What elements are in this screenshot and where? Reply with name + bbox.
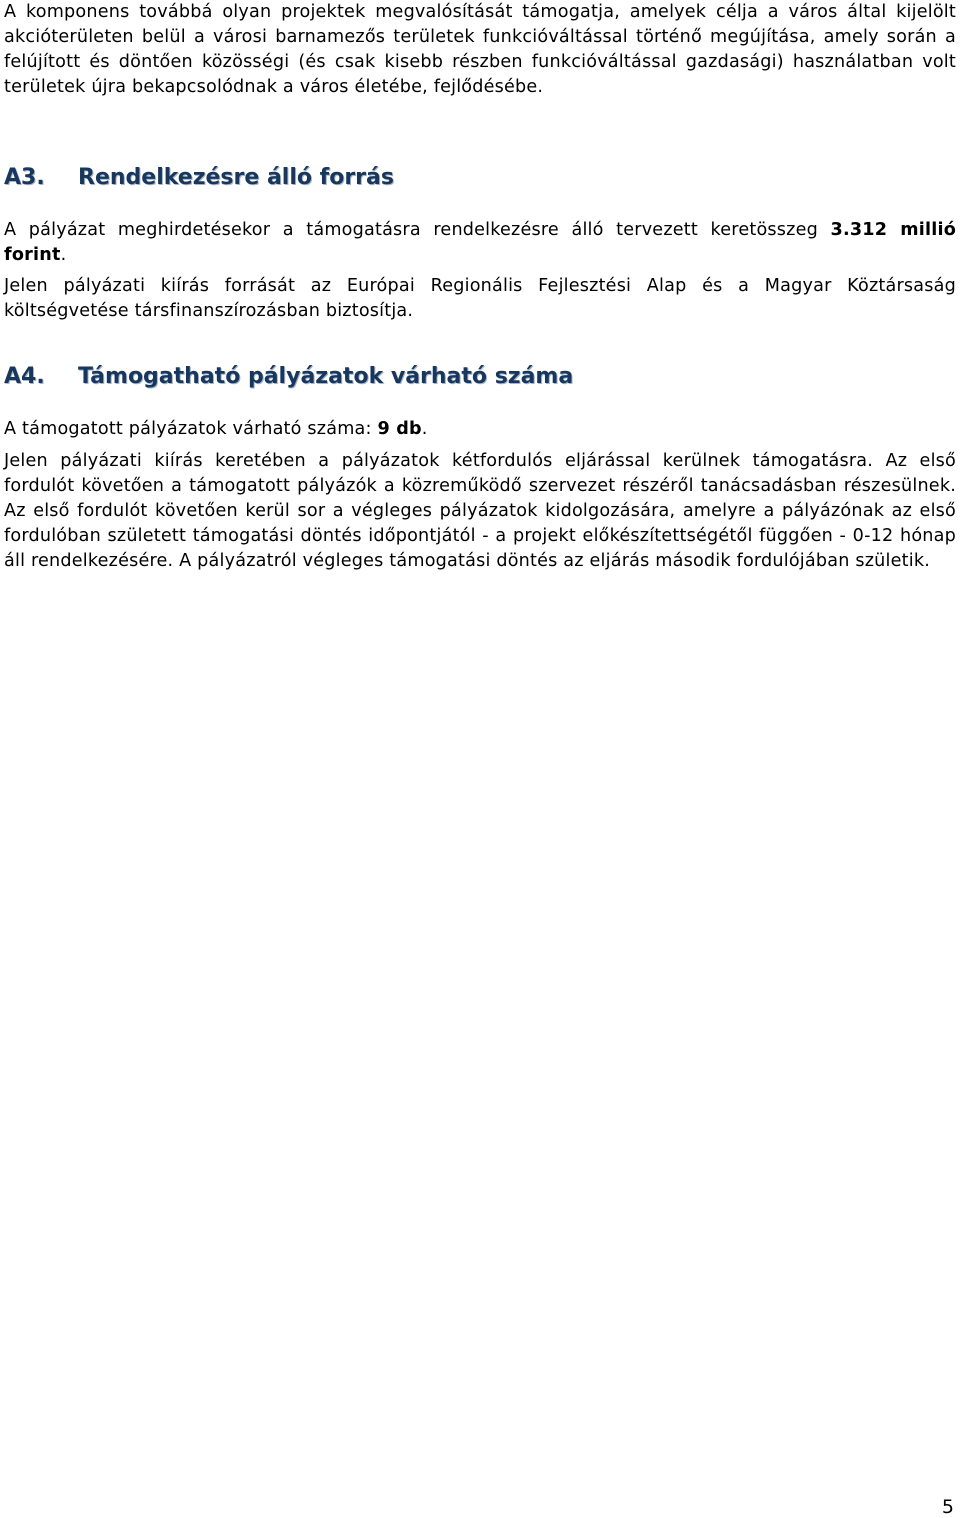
section-a4-procedure-paragraph: Jelen pályázati kiírás keretében a pályázatok kétfordulós eljárással kerülnek támogatásra. Az első fordulót követően a támogatott pályázók a közreműködő szervezet részéről tanácsadásban részesülnek. Az első fordulót követően kerül sor a végleges pályázatok kidolgozására, amelyre a pályázónak az első fordulóban született támogatási döntés időpontjától - a projekt előkészítettségétől függően - 0-12 hónap áll rendelkezésére. A pályázatról végleges támogatási döntés az eljárás második fordulójában születik. bbox=[4, 451, 956, 571]
section-a3-funding-paragraph: Jelen pályázati kiírás forrását az Európai Regionális Fejlesztési Alap és a Magyar Köztársaság költségvetése társfinanszírozásban biztosítja. bbox=[4, 276, 956, 321]
section-a4-title: Támogatható pályázatok várható száma bbox=[78, 364, 574, 389]
section-a3-budget-tail: . bbox=[60, 245, 67, 265]
section-a4-count-tail: . bbox=[421, 419, 428, 439]
intro-paragraph: A komponens továbbá olyan projektek megvalósítását támogatja, amelyek célja a város által kijelölt akcióterületen belül a városi barnamezős területek funkcióváltással történő megújítása, amely során a felújított és döntően közösségi (és csak kisebb részben funkcióváltással gazdasági) használatban volt területek újra bekapcsolódnak a város életébe, fejlődésébe. bbox=[4, 2, 956, 97]
section-a3-title: Rendelkezésre álló forrás bbox=[78, 165, 394, 190]
section-a4-count-paragraph bbox=[4, 417, 956, 442]
section-a3-heading bbox=[4, 164, 394, 192]
section-a3-budget-amount: 3.312 millió forint bbox=[4, 220, 956, 265]
section-a4-heading bbox=[4, 363, 573, 391]
section-a3-number: A3. bbox=[4, 165, 45, 190]
section-a4-count-lead: A támogatott pályázatok várható száma: bbox=[4, 419, 378, 439]
section-a3-budget-lead: A pályázat meghirdetésekor a támogatásra rendelkezésre álló tervezett keretösszeg bbox=[4, 220, 831, 240]
section-a4-number: A4. bbox=[4, 364, 45, 389]
section-a4-count-value: 9 db bbox=[377, 419, 422, 439]
section-a3-budget-paragraph bbox=[4, 218, 956, 268]
page-number: 5 bbox=[941, 1496, 954, 1518]
